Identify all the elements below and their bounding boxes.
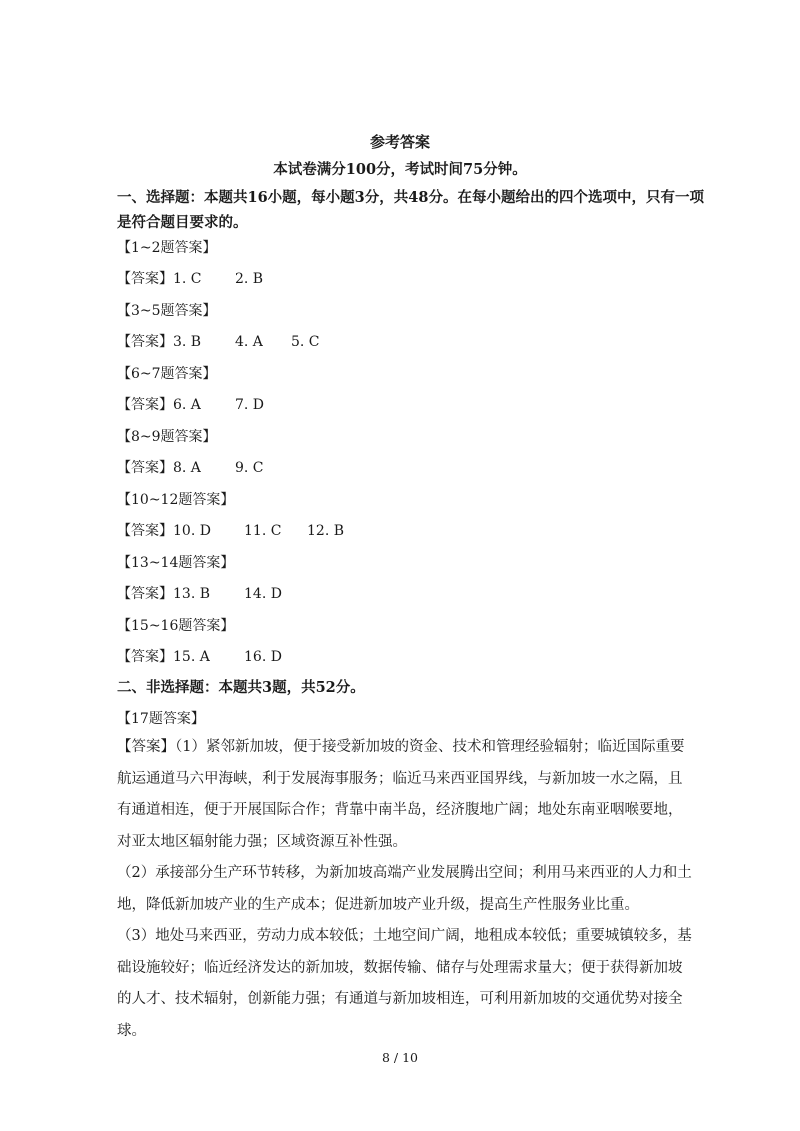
answer-tag: 【答案】 [117,334,173,350]
answer-item: 14. D [244,586,282,602]
section2-heading: 二、非选择题：本题共3题，共52分。 [117,679,365,696]
answer-item: 7. D [235,397,265,413]
answer-item: 6. A [173,397,201,413]
answer-row [117,331,320,351]
answer-tag: 【答案】 [117,523,173,539]
answer-row [117,457,264,477]
answer-row [117,394,264,414]
section1-heading-line1: 一、选择题：本题共16小题，每小题3分，共48分。在每小题给出的四个选项中，只有一项 [117,189,704,206]
answer-tag: 【答案】 [117,586,173,602]
answer-item: 9. C [235,460,264,476]
answer-item: 1. C [173,271,202,287]
q17-label: 【17题答案】 [117,711,205,727]
answer-item: 5. C [291,334,320,350]
answer-item: 10. D [173,523,211,539]
group-label: 【8~9题答案】 [117,429,217,445]
answer-item: 16. D [244,649,282,665]
answer-item: 4. A [235,334,263,350]
group-label: 【13~14题答案】 [117,555,235,571]
answer-row [117,520,344,540]
answer-item: 11. C [244,523,282,539]
group-label: 【3~5题答案】 [117,303,217,319]
group-label: 【15~16题答案】 [117,618,235,634]
answer-item: 8. A [173,460,201,476]
q17-answer-part1 [117,732,693,858]
answer-item: 3. B [173,334,202,350]
answer-tag: 【答案】 [117,739,175,755]
answer-tag: 【答案】 [117,649,173,665]
group-label: 【10~12题答案】 [117,492,235,508]
answer-item: 12. B [307,523,345,539]
section1-heading-line2: 是符合题目要求的。 [117,214,248,231]
answer-tag: 【答案】 [117,271,173,287]
answer-item: 13. B [173,586,211,602]
page-number: 8 / 10 [381,1050,419,1065]
group-label: 【1~2题答案】 [117,240,217,256]
q17-answer-part2: （2）承接部分生产环节转移，为新加坡高端产业发展腾出空间；利用马来西亚的人力和土地，降低新加坡产业的生产成本；促进新加坡产业升级，提高生产性服务业比重。 [117,865,692,913]
answer-item: 15. A [173,649,210,665]
page-title: 参考答案 [369,133,430,151]
answer-tag: 【答案】 [117,460,173,476]
exam-info: 本试卷满分100分，考试时间75分钟。 [273,161,527,178]
answer-row [117,646,282,666]
answer-row [117,268,263,288]
answer-item: 2. B [235,271,264,287]
q17-answer-part3: （3）地处马来西亚，劳动力成本较低；土地空间广阔，地租成本较低；重要城镇较多，基础设施较好；临近经济发达的新加坡，数据传输、储存与处理需求量大；便于获得新加坡的人才、技术辐射，创新能力强；有通道与新加坡相连，可利用新加坡的交通优势对接全球。 [117,928,692,1039]
group-label: 【6~7题答案】 [117,366,217,382]
answer-tag: 【答案】 [117,397,173,413]
answer-text: （1）紧邻新加坡，便于接受新加坡的资金、技术和管理经验辐射；临近国际重要航运通道马六甲海峡，利于发展海事服务；临近马来西亚国界线，与新加坡一水之隔，且有通道相连，便于开展国际合作；背靠中南半岛，经济腹地广阔；地处东南亚咽喉要地，对亚太地区辐射能力强；区域资源互补性强。 [117,739,685,850]
answer-row [117,583,282,603]
